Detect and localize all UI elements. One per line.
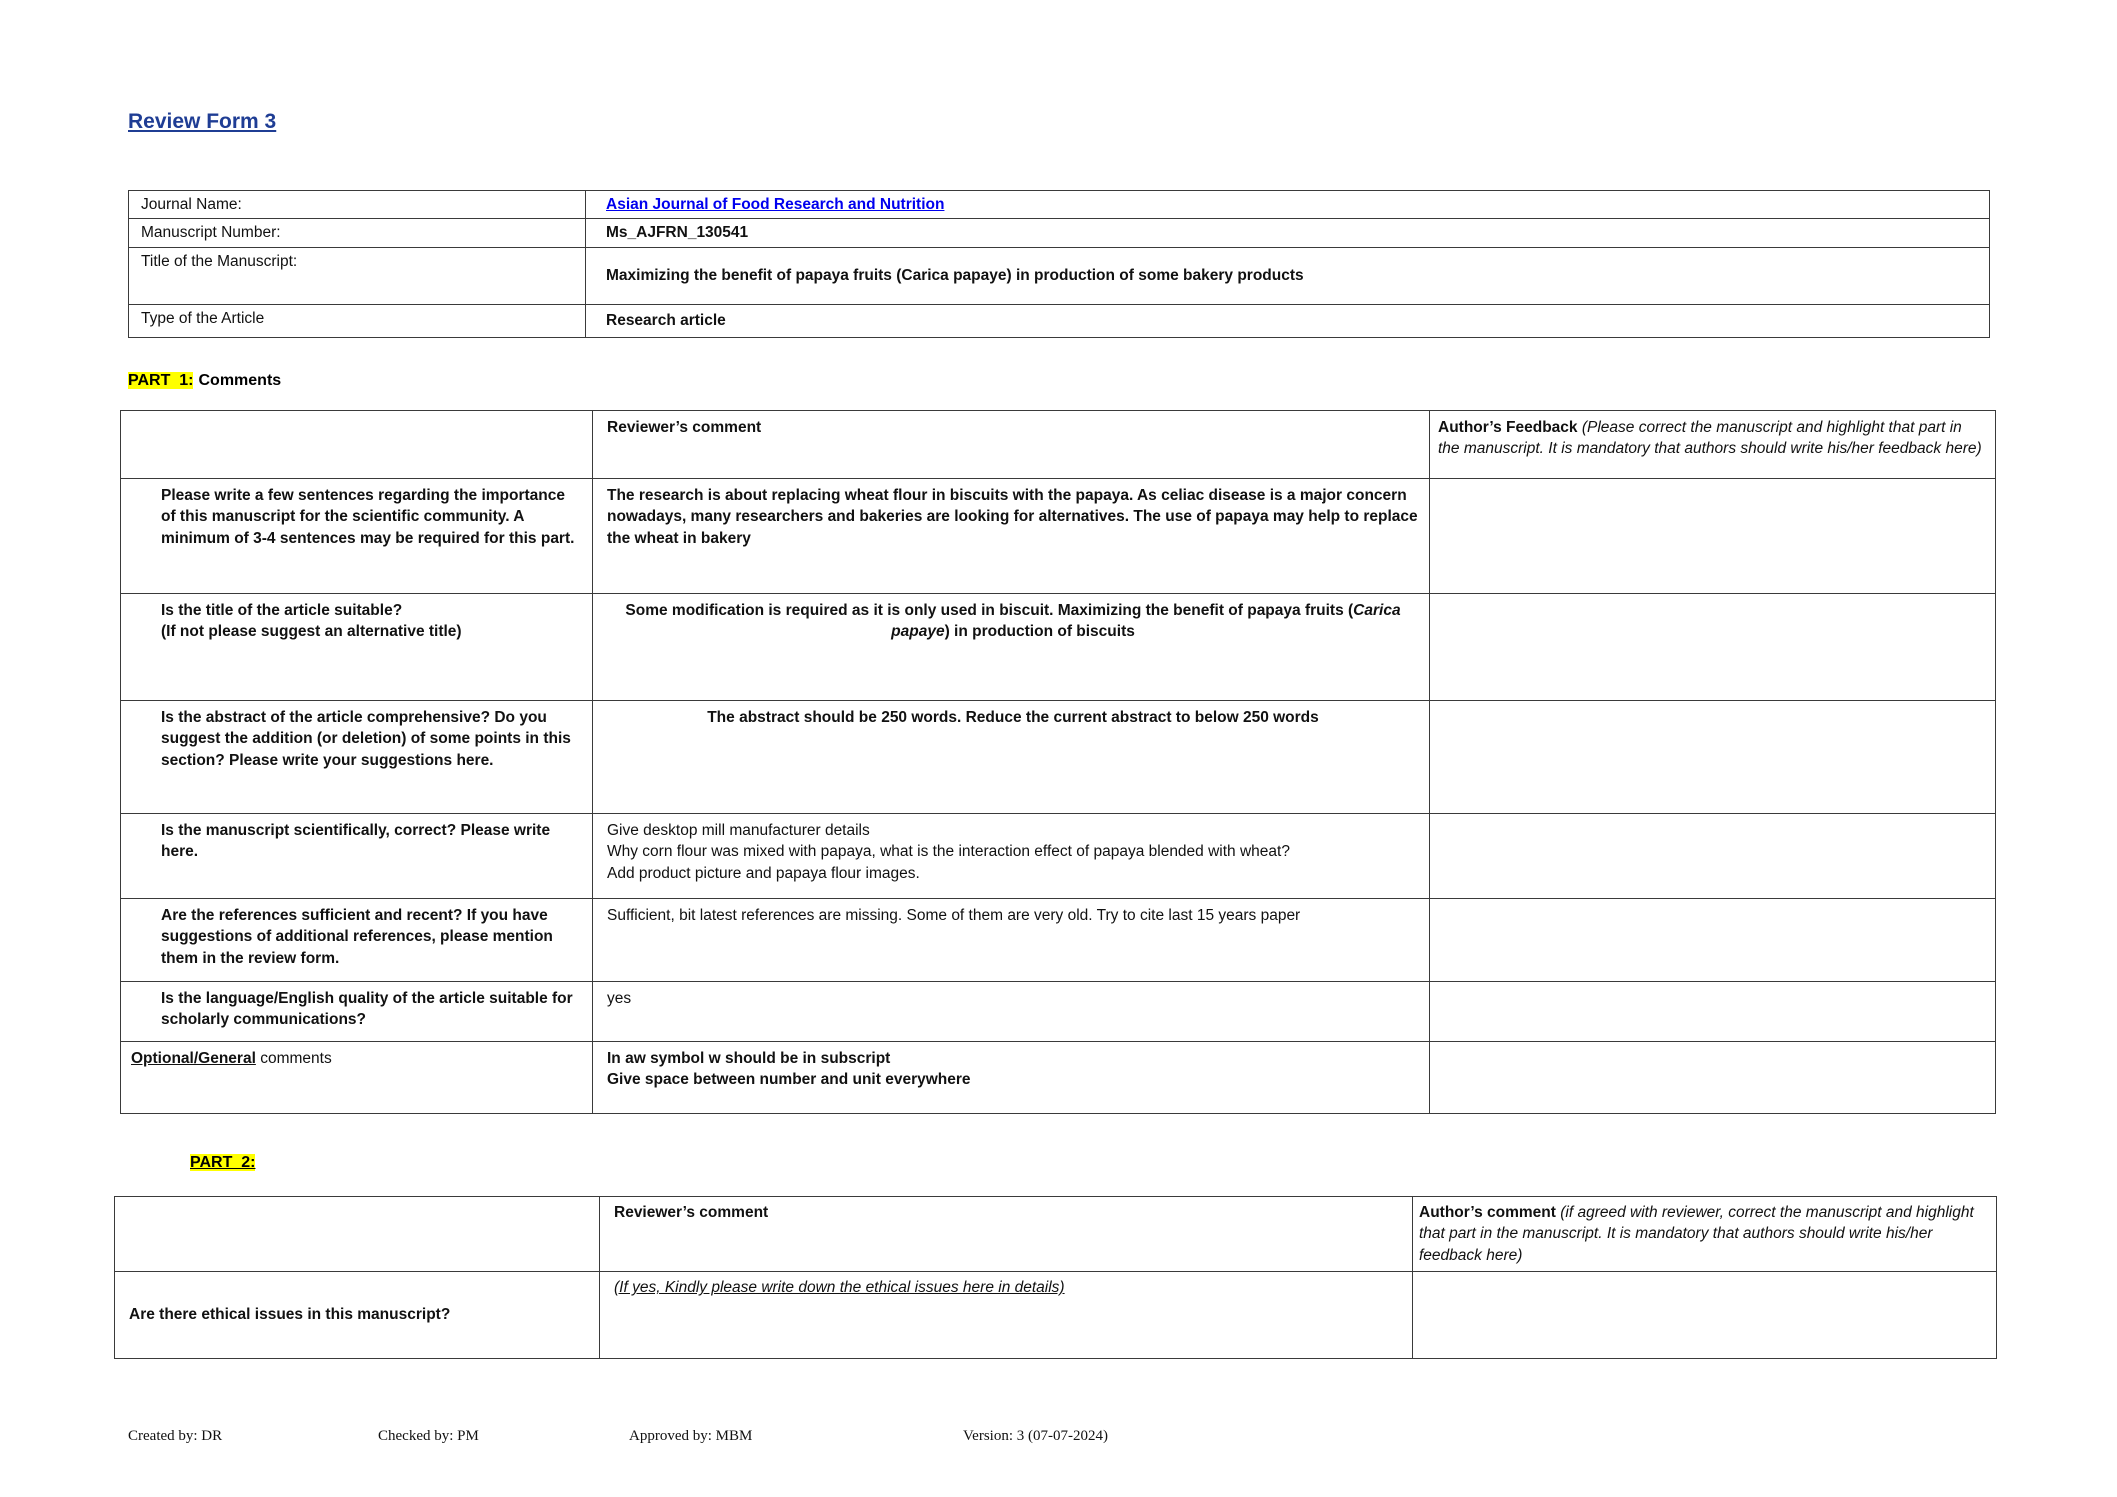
author-comment-cell: [1413, 1272, 1997, 1359]
table-row: [121, 982, 1996, 1042]
journal-name-label: Journal Name:: [129, 191, 586, 219]
comment-line: Give space between number and unit everywhere: [607, 1071, 971, 1089]
reviewer-comment-references: Sufficient, bit latest references are missing. Some of them are very old. Try to cite last 15 years paper: [593, 899, 1430, 982]
manuscript-meta-table: [128, 190, 1990, 338]
footer-created-by: Created by: DR: [128, 1428, 223, 1444]
part2-heading: [190, 1154, 255, 1172]
part2-header-empty-cell: [115, 1197, 600, 1272]
question-title-suitable-line2: (If not please suggest an alternative title): [161, 623, 462, 641]
question-optional-general-rest: comments: [255, 1050, 332, 1067]
part1-heading-text: Comments: [198, 372, 282, 389]
table-row: [121, 594, 1996, 701]
part2-author-comment-header-note: (if agreed with reviewer, correct the manuscript and highlight that part in the manuscript. It is mandatory that authors should write his/her feedback here): [1419, 1204, 1974, 1264]
table-row: [121, 479, 1996, 594]
author-feedback-cell: [1430, 479, 1996, 594]
question-scientific-correctness: Is the manuscript scientifically, correct? Please write here.: [121, 814, 593, 899]
comment-line: Give desktop mill manufacturer details: [607, 822, 870, 839]
article-type-value: Research article: [586, 304, 1990, 337]
footer-version: Version: 3 (07-07-2024): [963, 1428, 1108, 1444]
author-feedback-cell: [1430, 594, 1996, 701]
part1-author-feedback-header-bold: Author’s Feedback: [1438, 419, 1582, 436]
reviewer-comment-language: yes: [593, 982, 1430, 1042]
reviewer-comment-optional: [593, 1042, 1430, 1114]
manuscript-number-label: Manuscript Number:: [129, 219, 586, 247]
part2-ethics-table: [114, 1196, 1997, 1359]
manuscript-title-value: Maximizing the benefit of papaya fruits (Carica papaye) in production of some bakery products: [586, 247, 1990, 304]
reviewer-comment-abstract: The abstract should be 250 words. Reduce the current abstract to below 250 words: [593, 701, 1430, 814]
reviewer-comment-title-post: ) in production of biscuits: [944, 623, 1135, 641]
comment-line: Why corn flour was mixed with papaya, what is the interaction effect of papaya blended with wheat?: [607, 843, 1290, 861]
footer-approved-by: Approved by: MBM: [629, 1428, 753, 1444]
reviewer-comment-ethical: [600, 1272, 1413, 1359]
part2-author-comment-header: [1413, 1197, 1997, 1272]
comment-line: Add product picture and papaya flour images.: [607, 864, 920, 882]
comment-line: In aw symbol w should be in subscript: [607, 1050, 891, 1067]
table-row: [115, 1272, 1997, 1359]
footer-checked-by: Checked by: PM: [378, 1428, 479, 1444]
author-feedback-cell: [1430, 1042, 1996, 1114]
part1-reviewer-comment-header: Reviewer’s comment: [593, 411, 1430, 479]
reviewer-comment-title-pre: Some modification is required as it is only used in biscuit. Maximizing the benefit of papaya fruits (: [625, 602, 1354, 619]
manuscript-title-label: Title of the Manuscript:: [129, 247, 586, 304]
journal-name-value: [586, 191, 1990, 219]
part2-heading-highlight: PART 2:: [190, 1154, 256, 1171]
author-feedback-cell: [1430, 982, 1996, 1042]
table-row: [121, 814, 1996, 899]
question-optional-general-underlined: Optional/General: [131, 1050, 256, 1067]
question-title-suitable: [121, 594, 593, 701]
part1-heading: [128, 372, 281, 390]
table-row: [129, 219, 1990, 247]
question-abstract: Is the abstract of the article comprehensive? Do you suggest the addition (or deletion) of some points in this section? Please write your suggestions here.: [121, 701, 593, 814]
part1-heading-highlight: PART 1:: [128, 372, 194, 389]
table-row: [121, 899, 1996, 982]
part2-reviewer-comment-header: Reviewer’s comment: [600, 1197, 1413, 1272]
reviewer-comment-importance: The research is about replacing wheat flour in biscuits with the papaya. As celiac disease is a major concern nowadays, many researchers and bakeries are looking for alternatives. The use of papaya may help to replace the wheat in bakery: [593, 479, 1430, 594]
question-title-suitable-line1: Is the title of the article suitable?: [161, 602, 403, 619]
reviewer-comment-title: [593, 594, 1430, 701]
table-header-row: [121, 411, 1996, 479]
table-row: [129, 247, 1990, 304]
part1-author-feedback-header: [1430, 411, 1996, 479]
part1-author-feedback-header-note: (Please correct the manuscript and highlight that part in the manuscript. It is mandatory that authors should write his/her feedback here): [1438, 419, 1982, 458]
part1-comments-table: [120, 410, 1996, 1114]
question-optional-general: [121, 1042, 593, 1114]
author-feedback-cell: [1430, 814, 1996, 899]
question-references: Are the references sufficient and recent? If you have suggestions of additional references, please mention them in the review form.: [121, 899, 593, 982]
page-title: Review Form 3: [128, 110, 277, 133]
question-importance: Please write a few sentences regarding the importance of this manuscript for the scientific community. A minimum of 3-4 sentences may be required for this part.: [121, 479, 593, 594]
manuscript-number-value: Ms_AJFRN_130541: [586, 219, 1990, 247]
question-ethical-issues: Are there ethical issues in this manuscript?: [115, 1272, 600, 1359]
table-row: [129, 191, 1990, 219]
part1-header-empty-cell: [121, 411, 593, 479]
author-feedback-cell: [1430, 701, 1996, 814]
part2-author-comment-header-bold: Author’s comment: [1419, 1204, 1561, 1221]
question-language-quality: Is the language/English quality of the article suitable for scholarly communications?: [121, 982, 593, 1042]
reviewer-comment-ethical-text: (If yes, Kindly please write down the ethical issues here in details): [614, 1279, 1065, 1297]
journal-link[interactable]: Asian Journal of Food Research and Nutrition: [606, 196, 945, 213]
table-row: [121, 701, 1996, 814]
article-type-label: Type of the Article: [129, 304, 586, 337]
reviewer-comment-scientific: [593, 814, 1430, 899]
table-row: [121, 1042, 1996, 1114]
table-header-row: [115, 1197, 1997, 1272]
author-feedback-cell: [1430, 899, 1996, 982]
reviewer-comment-title-italic: Carica papaye: [891, 602, 1401, 641]
table-row: [129, 304, 1990, 337]
